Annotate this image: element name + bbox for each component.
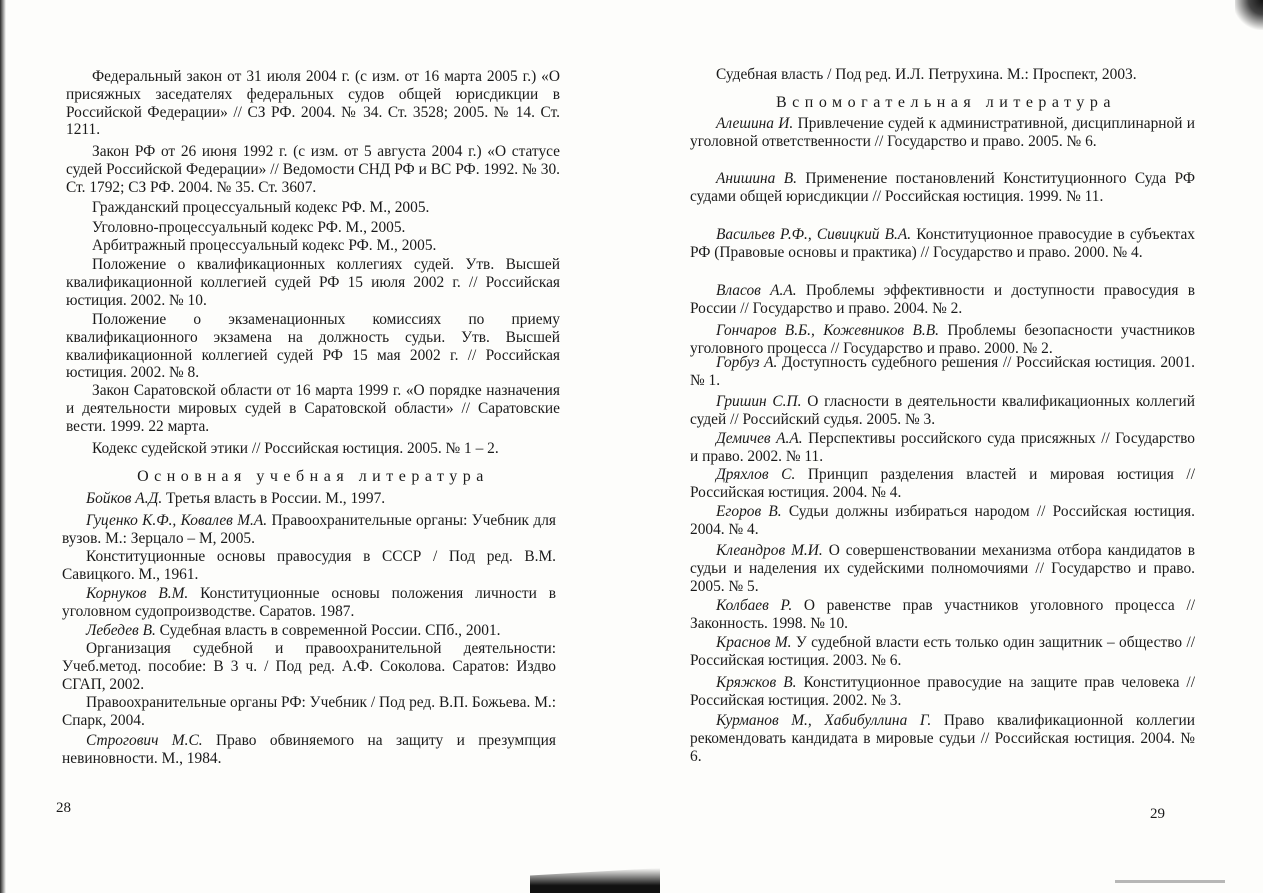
entry-text: О совершенствовании механизма отбора кандидатов в судьи и наделения их судейскими полномочиями // Государство и право. 2005. № 5. bbox=[690, 542, 1195, 595]
entry-text: Привлечение судей к административной, дисциплинарной и уголовной ответственности // Государство и право. 2005. № 6. bbox=[690, 115, 1195, 150]
entry-text: Судьи должны избираться народом // Российская юстиция. 2004. № 4. bbox=[690, 503, 1195, 538]
entry-author: Демичев А.А. bbox=[716, 430, 803, 447]
bibliography-entry bbox=[690, 503, 1195, 539]
bibliography-entry bbox=[62, 640, 556, 693]
entry-text: Судебная власть в современной России. СПб., 2001. bbox=[155, 622, 501, 639]
bibliography-entry: Гражданский процессуальный кодекс РФ. М., 2005. bbox=[92, 199, 430, 216]
entry-text: О гласности в деятельности квалификационных коллегий судей // Российский судья. 2005. № 3. bbox=[690, 393, 1196, 428]
entry-text: Организация судебной и правоохранительной деятельности: Учеб.метод. пособие: В 3 ч. / Под ред. А.Ф. Соколова. Саратов: Издво СГАП, 2002. bbox=[62, 640, 556, 693]
bibliography-entry bbox=[690, 542, 1195, 595]
entry-text: Принцип разделения властей и мировая юстиция // Российская юстиция. 2004. № 4. bbox=[690, 466, 1195, 501]
entry-author: Власов А.А. bbox=[716, 282, 797, 299]
entry-author: Клеандров М.И. bbox=[716, 542, 823, 559]
bibliography-entry bbox=[62, 490, 556, 508]
entry-author: Алешина И. bbox=[716, 115, 794, 132]
bibliography-entry: Закон Саратовской области от 16 марта 1999 г. «О порядке назначения и деятельности мировых судей в Саратовской области» // Саратовские вести. 1999. 22 марта. bbox=[66, 382, 560, 435]
entry-text: Конституционное правосудие на защите прав человека // Российская юстиция. 2002. № 3. bbox=[690, 674, 1195, 709]
entry-text: Конституционные основы правосудия в СССР / Под ред. В.М. Савицкого. М., 1961. bbox=[62, 548, 556, 583]
entry-text: Конституционные основы положения личности в уголовном судопроизводстве. Саратов. 1987. bbox=[62, 585, 557, 620]
bibliography-entry bbox=[690, 597, 1195, 633]
bibliography-entry: Положение о квалификационных коллегиях судей. Утв. Высшей квалификационной коллегией судей РФ 15 июля 2002 г. // Российская юстиция. 2002. № 10. bbox=[66, 256, 560, 309]
entry-text: О равенстве прав участников уголовного процесса // Законность. 1998. № 10. bbox=[690, 597, 1195, 632]
entry-text: Проблемы безопасности участников уголовного процесса // Государство и право. 2000. № 2. bbox=[690, 322, 1195, 357]
scan-corner-shadow bbox=[1235, 0, 1263, 30]
entry-text: У судебной власти есть только один защитник – общество // Российская юстиция. 2003. № 6. bbox=[690, 634, 1195, 669]
entry-author: Корнуков В.М. bbox=[86, 585, 189, 602]
bibliography-entry: Положение о экзаменационных комиссиях по приему квалификационного экзамена на должность судьи. Утв. Высшей квалификационной коллегией судей РФ 15 мая 2002 г. // Российская юстиция. 2002. № 8. bbox=[66, 311, 560, 382]
page-number: 28 bbox=[56, 800, 71, 816]
bibliography-entry bbox=[690, 226, 1195, 262]
bibliography-entry: Закон РФ от 26 июня 1992 г. (с изм. от 5 августа 2004 г.) «О статусе судей Российской Федерации» // Ведомости СНД РФ и ВС РФ. 1992. № 30. Ст. 1792; СЗ РФ. 2004. № 35. Ст. 3607. bbox=[66, 143, 560, 196]
bibliography-entry bbox=[690, 322, 1195, 358]
entry-author: Гуценко К.Ф., Ковалев М.А. bbox=[86, 512, 268, 529]
entry-text: Правоохранительные органы: Учебник для вузов. М.: Зерцало – М, 2005. bbox=[62, 512, 556, 547]
bibliography-entry: Уголовно-процессуальный кодекс РФ. М., 2005. bbox=[92, 219, 406, 236]
scan-bottom-shadow bbox=[530, 868, 660, 893]
bibliography-entry: Кодекс судейской этики // Российская юстиция. 2005. № 1 – 2. bbox=[92, 440, 499, 457]
bibliography-entry: Федеральный закон от 31 июля 2004 г. (с изм. от 16 марта 2005 г.) «О присяжных заседателях федеральных судов общей юрисдикции в Российской Федерации» // СЗ РФ. 2004. № 34. Ст. 3528; 2005. № 14. Ст. 1211. bbox=[66, 68, 560, 139]
entry-author: Краснов М. bbox=[716, 634, 792, 651]
bibliography-entry bbox=[62, 548, 556, 584]
bibliography-entry bbox=[62, 512, 556, 548]
bibliography-entry bbox=[690, 466, 1195, 502]
entry-text: Перспективы российского суда присяжных // Государство и право. 2002. № 11. bbox=[690, 430, 1195, 465]
entry-text: Применение постановлений Конституционного Суда РФ судами общей юрисдикции // Российская юстиция. 1999. № 11. bbox=[690, 170, 1195, 205]
entry-author: Лебедев В. bbox=[86, 622, 156, 639]
entry-author: Кряжков В. bbox=[716, 674, 797, 691]
entry-author: Строгович М.С. bbox=[86, 732, 203, 749]
entry-author: Бойков А.Д. bbox=[86, 490, 163, 507]
section-heading-auxiliary-literature: Вспомогательная литература bbox=[775, 94, 1116, 111]
bibliography-entry: Судебная власть / Под ред. И.Л. Петрухина. М.: Проспект, 2003. bbox=[716, 66, 1137, 83]
bibliography-entry bbox=[690, 170, 1195, 206]
bibliography-entry: Арбитражный процессуальный кодекс РФ. М., 2005. bbox=[92, 237, 437, 254]
page-number: 29 bbox=[1150, 806, 1165, 822]
bibliography-entry bbox=[62, 585, 556, 621]
entry-text: Право квалификационной коллегии рекомендовать кандидата в мировые судьи // Российская юстиция. 2004. № 6. bbox=[690, 712, 1195, 765]
entry-author: Дряхлов С. bbox=[716, 466, 796, 483]
entry-text: Проблемы эффективности и доступности правосудия в России // Государство и право. 2004. № 2. bbox=[690, 282, 1195, 317]
bibliography-entry bbox=[690, 430, 1195, 466]
scan-bottom-line bbox=[1115, 880, 1225, 883]
entry-text: Третья власть в России. М., 1997. bbox=[162, 490, 386, 507]
entry-text: Право обвиняемого на защиту и презумпция невиновности. М., 1984. bbox=[62, 732, 556, 767]
entry-text: Правоохранительные органы РФ: Учебник / Под ред. В.П. Божьева. М.: Спарк, 2004. bbox=[62, 694, 556, 729]
entry-author: Колбаев Р. bbox=[716, 597, 793, 614]
section-heading-main-literature: Основная учебная литература bbox=[137, 468, 489, 485]
entry-author: Егоров В. bbox=[716, 503, 782, 520]
entry-author: Горбуз А. bbox=[716, 354, 778, 371]
entry-author: Анишина В. bbox=[716, 170, 797, 187]
entry-author: Курманов М., Хабибуллина Г. bbox=[716, 712, 932, 729]
entry-author: Гончаров В.Б., Кожевников В.В. bbox=[716, 322, 939, 339]
bibliography-entry bbox=[690, 115, 1195, 151]
entry-text: Доступность судебного решения // Российская юстиция. 2001. № 1. bbox=[690, 354, 1195, 389]
bibliography-entry bbox=[690, 282, 1195, 318]
bibliography-entry bbox=[690, 674, 1195, 710]
bibliography-entry bbox=[690, 354, 1195, 390]
entry-author: Гришин С.П. bbox=[716, 393, 802, 410]
scan-edge-shadow bbox=[0, 0, 6, 893]
bibliography-entry bbox=[62, 622, 556, 640]
bibliography-entry bbox=[690, 393, 1195, 429]
entry-text: Конституционное правосудие в субъектах РФ (Правовые основы и практика) // Государство и право. 2000. № 4. bbox=[690, 226, 1196, 261]
bibliography-entry bbox=[62, 732, 556, 768]
bibliography-entry bbox=[62, 694, 556, 730]
entry-author: Васильев Р.Ф., Сивицкий В.А. bbox=[716, 226, 912, 243]
bibliography-entry bbox=[690, 712, 1195, 765]
bibliography-entry bbox=[690, 634, 1195, 670]
